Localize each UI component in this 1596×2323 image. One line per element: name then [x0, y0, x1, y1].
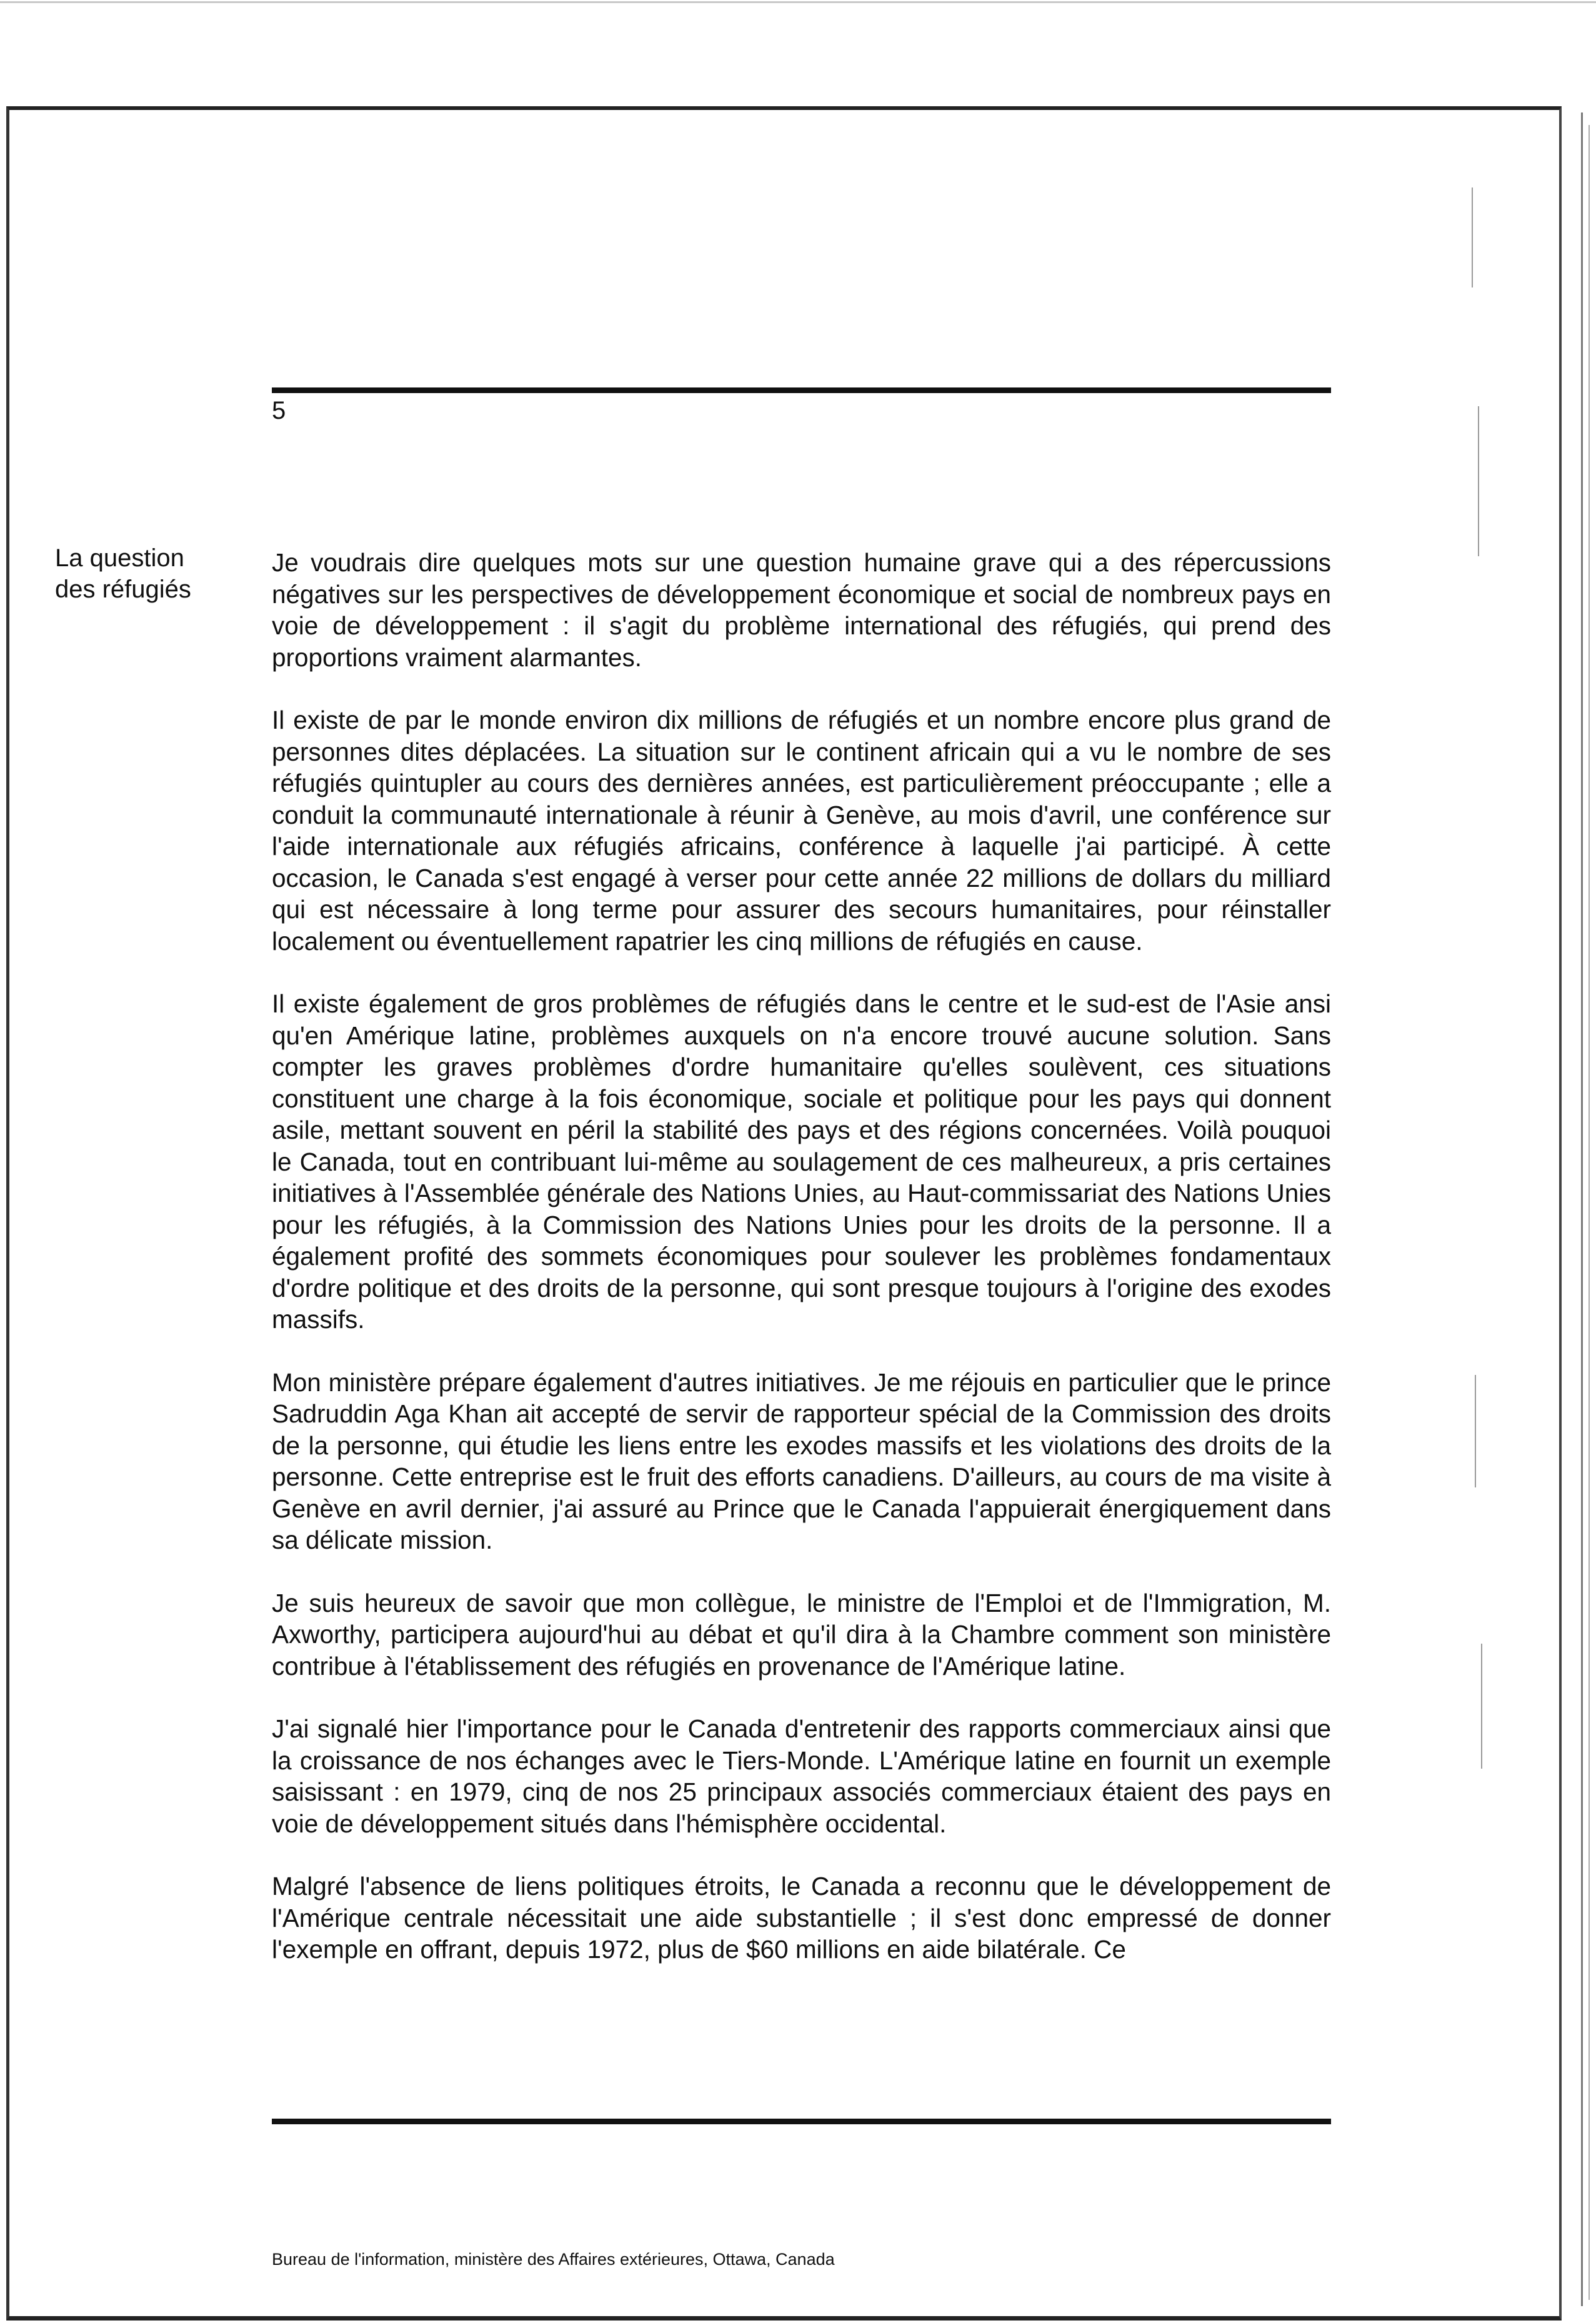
paragraph: Mon ministère prépare également d'autres initiatives. Je me réjouis en particulier que le prince Sadruddin Aga Khan ait accepté de servir de rapporteur spécial de la Commission des droits de la personne, qui étudie les liens entre les exodes massifs et les violations des droits de la personne. Cette entreprise est le fruit des efforts canadiens. D'ailleurs, au cours de ma visite à Genève en avril dernier, j'ai assuré au Prince que le Canada l'appuierait énergiquement dans sa délicate mission.: [272, 1367, 1331, 1554]
footer-text: Bureau de l'information, ministère des Affaires extérieures, Ottawa, Canada: [272, 2250, 835, 2269]
paragraph: Il existe également de gros problèmes de réfugiés dans le centre et le sud-est de l'Asie ansi qu'en Amérique latine, problèmes auxquels on n'a encore trouvé aucune solution. Sans compter les graves problèmes d'ordre humanitaire qu'elles soulèvent, ces situations constituent une charge à la fois économique, sociale et politique pour les pays qui donnent asile, mettant souvent en péril la stabilité des pays et des régions concernées. Voilà pouquoi le Canada, tout en contribuant lui-même au soulagement de ces malheureux, a pris certaines initiatives à l'Assemblée générale des Nations Unies, au Haut-commissariat des Nations Unies pour les réfugiés, à la Commission des Nations Unies pour les droits de la personne. Il a également profité des sommets économiques pour soulever les problèmes fondamentaux d'ordre politique et des droits de la personne, qui sont presque toujours à l'origine des exodes massifs.: [272, 989, 1331, 1334]
margin-heading-line-2: des réfugiés: [55, 576, 191, 603]
paragraph: J'ai signalé hier l'importance pour le Canada d'entretenir des rapports commerciaux ainsi que la croissance de nos échanges avec le Tiers-Monde. L'Amérique latine en fournit un exemple saisissant : en 1979, cinq de nos 25 principaux associés commerciaux étaient des pays en voie de développement situés dans l'hémisphère occidental.: [272, 1714, 1331, 1838]
scan-artifact: [1472, 187, 1473, 287]
paragraph: Il existe de par le monde environ dix millions de réfugiés et un nombre encore plus grand de personnes dites déplacées. La situation sur le continent africain qui a vu le nombre de ses réfugiés quintupler au cours des dernières années, est particulièrement préoccupante ; elle a conduit la communauté internationale à réunir à Genève, au mois d'avril, une conférence sur l'aide internationale aux réfugiés africains, conférence à laquelle j'ai participé. À cette occasion, le Canada s'est engagé à verser pour cette année 22 millions de dollars du milliard qui est nécessaire à long terme pour assurer des secours humanitaires, pour réinstaller localement ou éventuellement rapatrier les cinq millions de réfugiés en cause.: [272, 706, 1331, 956]
header-rule: [272, 387, 1331, 393]
scan-artifact: [1475, 1375, 1476, 1487]
margin-heading: [55, 542, 236, 605]
margin-heading-line-1: La question: [55, 544, 184, 572]
footer-rule: [272, 2119, 1331, 2124]
scan-edge-top: [0, 1, 1596, 3]
scan-edge-right: [1581, 112, 1583, 2306]
scan-artifact: [1478, 406, 1479, 556]
scan-edge-right-inner: [1589, 125, 1590, 2300]
scan-artifact: [1481, 1644, 1482, 1769]
paragraph: Malgré l'absence de liens politiques étroits, le Canada a reconnu que le développement de l'Amérique centrale nécessitait une aide substantielle ; il s'est donc empressé de donner l'exemple en offrant, depuis 1972, plus de $60 millions en aide bilatérale. Ce: [272, 1872, 1331, 1964]
page-number: 5: [272, 397, 286, 424]
paragraph: Je suis heureux de savoir que mon collègue, le ministre de l'Emploi et de l'Immigration, M. Axworthy, participera aujourd'hui au débat et qu'il dira à la Chambre comment son ministère contribue à l'établissement des réfugiés en provenance de l'Amérique latine.: [272, 1588, 1331, 1681]
body-text: [272, 547, 1331, 1997]
paragraph: Je voudrais dire quelques mots sur une question humaine grave qui a des répercussions négatives sur les perspectives de développement économique et social de nombreux pays en voie de développement : il s'agit du problème international des réfugiés, qui prend des proportions vraiment alarmantes.: [272, 548, 1331, 672]
